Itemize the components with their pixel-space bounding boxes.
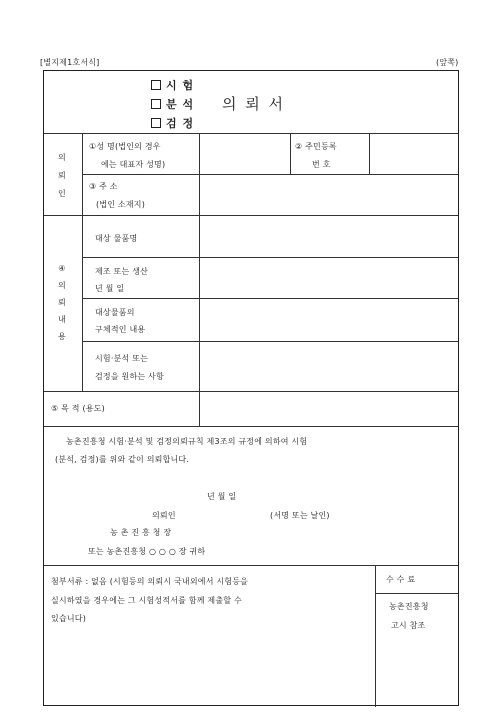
name-label-note: 에는 대표자 성명) — [101, 160, 166, 169]
request-date: 년 월 일 — [207, 492, 237, 501]
item-details-field[interactable] — [201, 300, 457, 340]
fee-value-line1: 농촌진흥청 — [389, 602, 429, 611]
resident-number-label-cont: 번 호 — [312, 160, 331, 169]
attachment-line2: 실시하였을 경우에는 그 시험성적서를 함께 제출할 수 — [51, 596, 242, 605]
option-analysis[interactable]: 분 석 — [151, 98, 194, 111]
recipient-rda: 농 촌 진 흥 청 장 — [110, 528, 172, 537]
resident-number-field[interactable] — [371, 135, 457, 173]
item-name-field[interactable] — [201, 217, 457, 256]
production-date-label: 제조 또는 생산 — [95, 267, 149, 276]
desired-matters-label: 시험·분석 또는 — [95, 354, 149, 363]
form-number: [별지제1호서식] — [40, 58, 100, 67]
checkbox-icon — [151, 80, 161, 90]
item-details-label-cont: 구체적인 내용 — [95, 325, 146, 334]
applicant-signature-field[interactable] — [184, 507, 264, 521]
checkbox-icon — [151, 118, 161, 128]
option-inspection[interactable]: 검 정 — [151, 117, 194, 130]
desired-matters-label-cont: 검정을 원하는 사항 — [95, 372, 164, 381]
attachment-line3: 있습니다) — [51, 614, 87, 623]
production-date-ymd: 년 월 일 — [95, 284, 125, 293]
purpose-label: ⑤ 목 적 (용도) — [51, 404, 105, 413]
request-statement-line1: 농촌진흥청 시험·분석 및 검정의뢰규칙 제3조의 규정에 의하여 시험 — [66, 437, 308, 446]
request-form — [43, 70, 459, 706]
checkbox-icon — [151, 99, 161, 109]
item-details-label: 대상물품의 — [95, 308, 135, 317]
request-statement-line2: (분석, 검정)를 위와 같이 의뢰합니다. — [55, 455, 190, 464]
item-name-label: 대상 물품명 — [95, 234, 138, 243]
form-title: 의 뢰 서 — [222, 95, 286, 113]
option-test[interactable]: 시 험 — [151, 79, 194, 92]
resident-number-label: ② 주민등록 — [295, 142, 337, 151]
name-label: ①성 명(법인의 경우 — [89, 142, 161, 151]
signature-note: (서명 또는 날인) — [270, 511, 330, 520]
page-side-label: (앞쪽) — [436, 58, 459, 67]
production-date-field[interactable] — [201, 259, 457, 297]
request-section-label: ④ 의 뢰 내 용 — [58, 264, 66, 341]
fee-value-line2: 고시 참조 — [391, 621, 426, 630]
desired-matters-field[interactable] — [201, 343, 457, 390]
address-field[interactable] — [201, 176, 457, 214]
attachment-line1: 첨부서류 : 없음 (시험등의 의뢰시 국내외에서 시험등을 — [51, 577, 249, 586]
applicant-signature-label: 의뢰인 — [152, 511, 176, 520]
purpose-field[interactable] — [201, 393, 457, 425]
recipient-alt: 또는 농촌진흥청 ○ ○ ○ 장 귀하 — [88, 547, 206, 556]
applicant-section-label: 의 뢰 인 — [58, 153, 66, 198]
fee-label: 수 수 료 — [386, 575, 416, 584]
address-label-note: (법인 소재지) — [96, 200, 146, 209]
name-field[interactable] — [201, 135, 289, 173]
address-label: ③ 주 소 — [89, 182, 118, 191]
